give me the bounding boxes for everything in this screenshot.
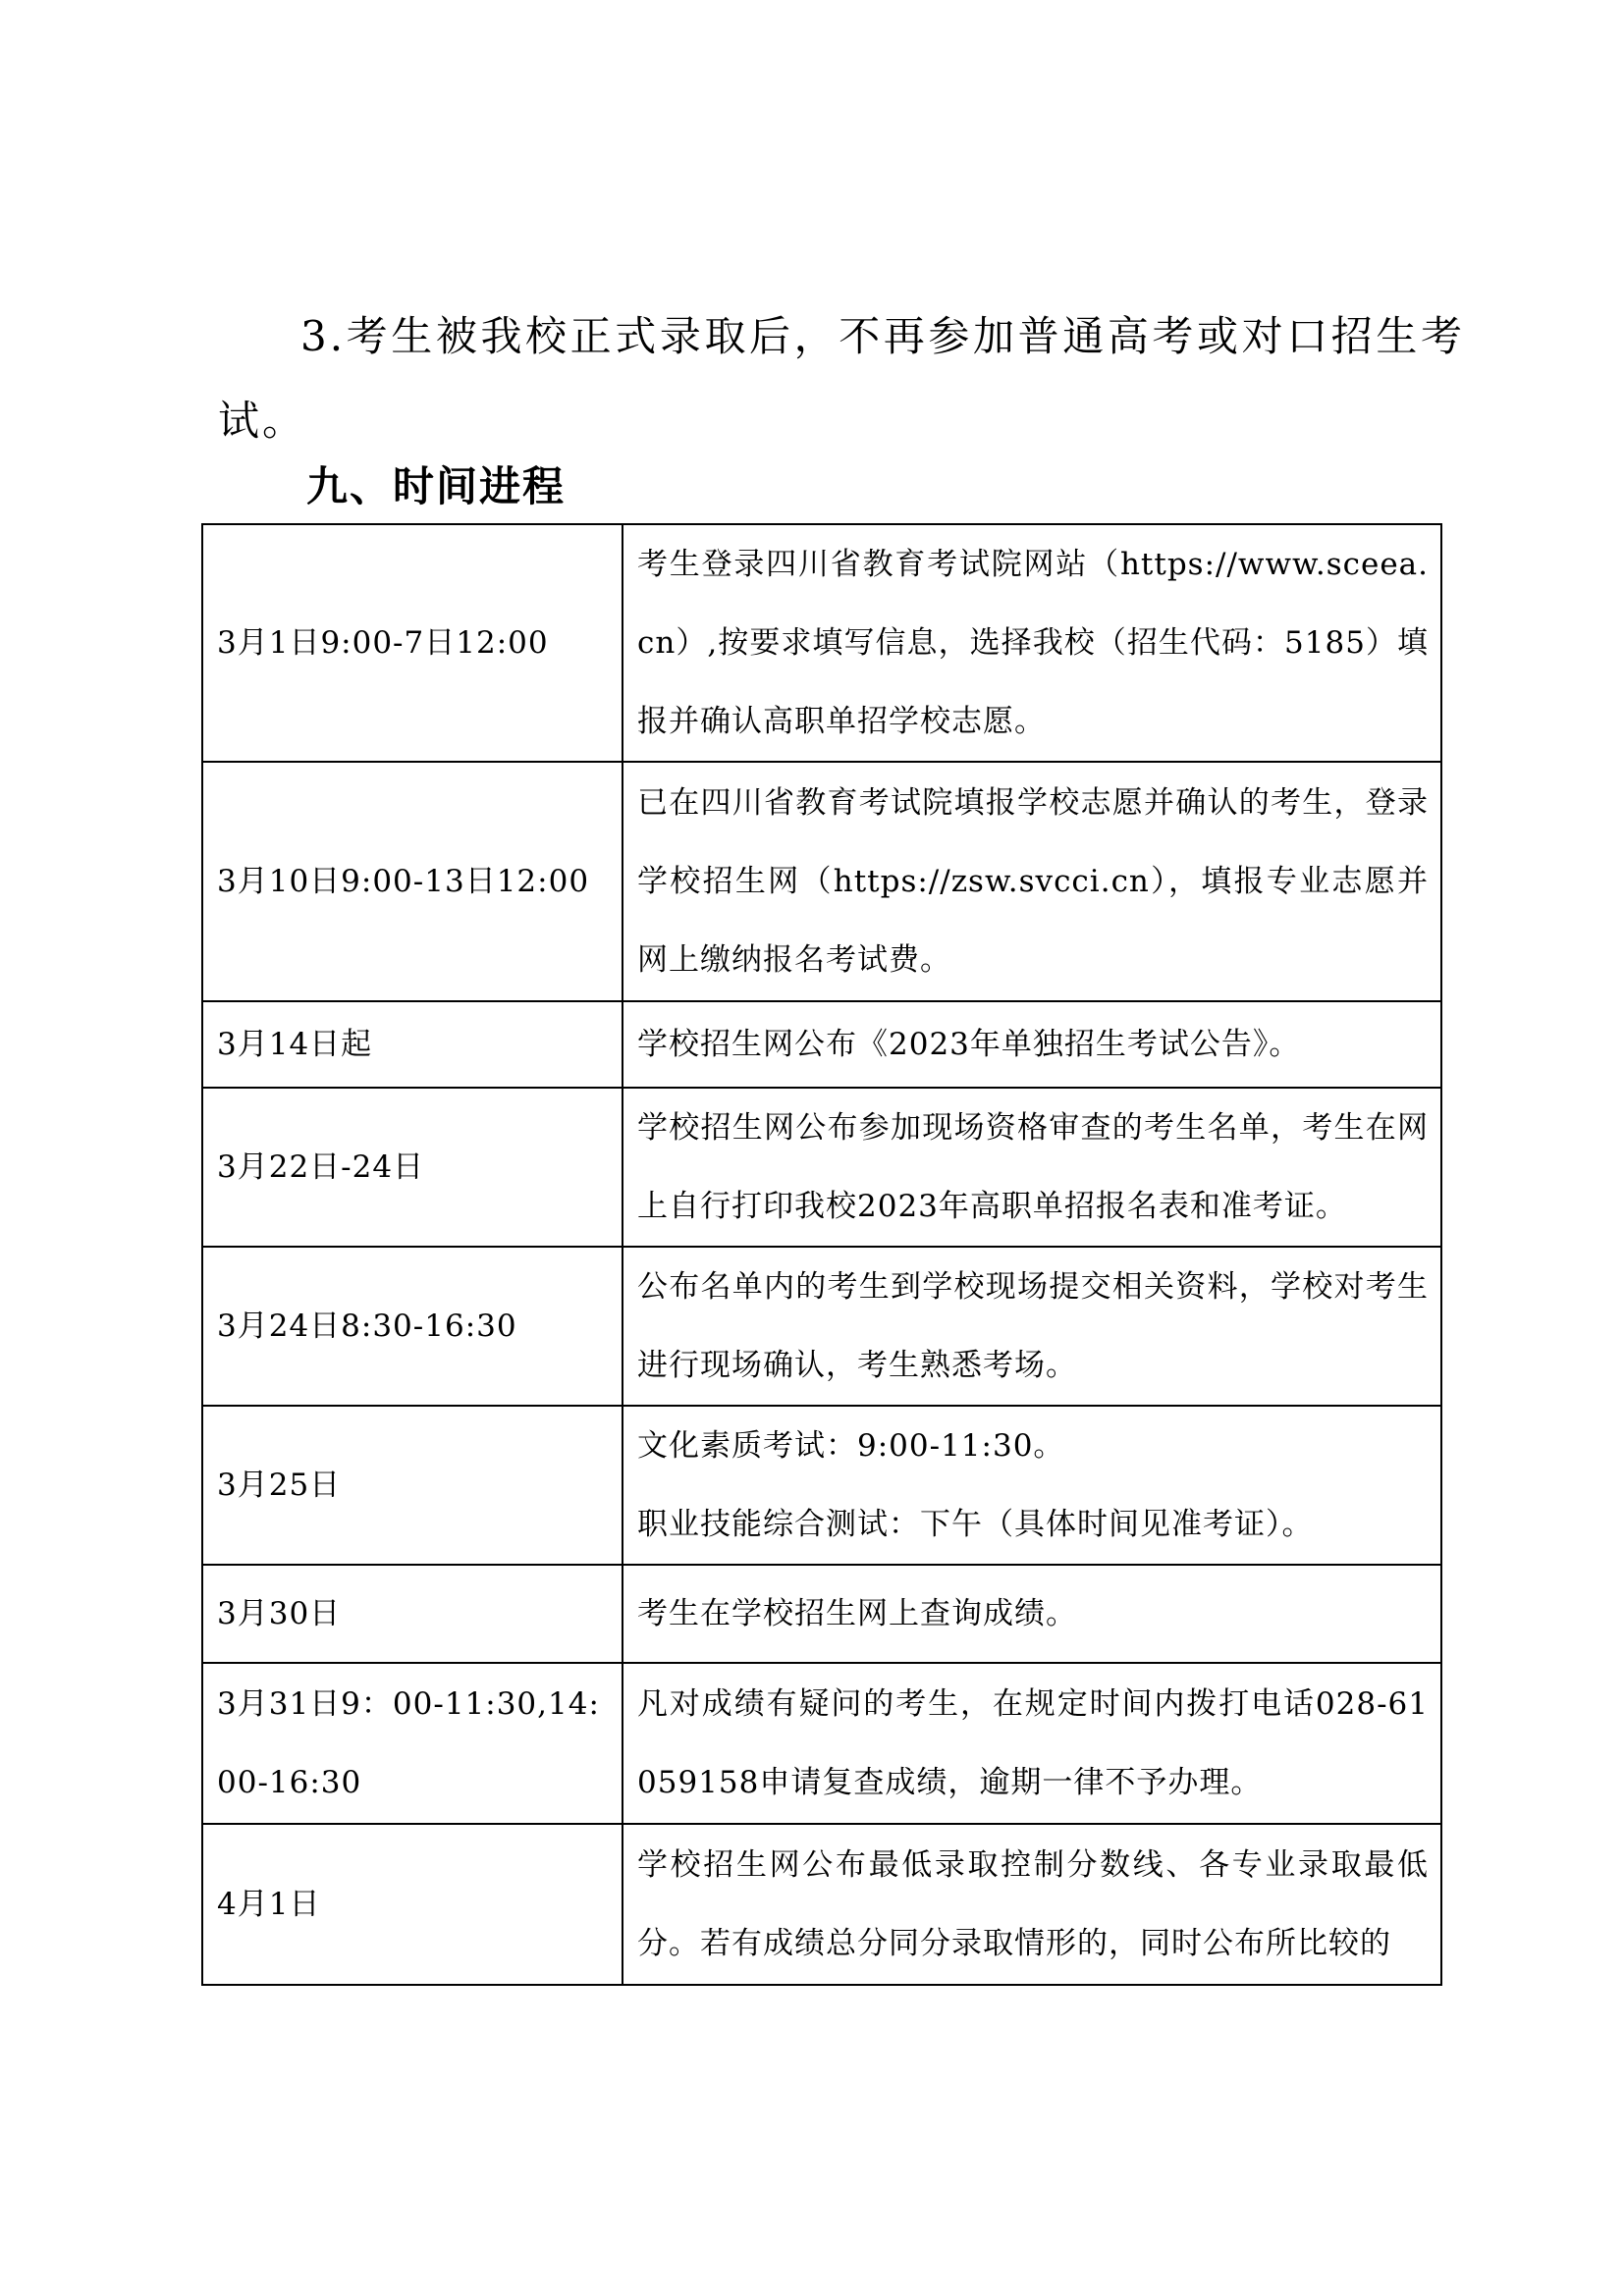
section-title: 九、时间进程 <box>306 462 567 510</box>
time-cell: 3月10日9:00-13日12:00 <box>202 762 623 1001</box>
table-row <box>202 1001 1441 1088</box>
desc-cell: 学校招生网公布《2023年单独招生考试公告》。 <box>623 1001 1441 1088</box>
time-cell: 3月1日9:00-7日12:00 <box>202 524 623 762</box>
table-row <box>202 1088 1441 1247</box>
time-cell: 3月25日 <box>202 1406 623 1565</box>
table-row <box>202 524 1441 762</box>
desc-cell: 考生在学校招生网上查询成绩。 <box>623 1565 1441 1663</box>
desc-cell <box>623 1406 1441 1565</box>
desc-cell: 凡对成绩有疑问的考生，在规定时间内拨打电话028-61059158申请复查成绩，逾期一律不予办理。 <box>623 1663 1441 1824</box>
table-row <box>202 1663 1441 1824</box>
time-cell: 3月31日9：00-11:30,14:00-16:30 <box>202 1663 623 1824</box>
time-cell: 3月30日 <box>202 1565 623 1663</box>
schedule-table <box>201 523 1442 1986</box>
desc-cell: 已在四川省教育考试院填报学校志愿并确认的考生，登录学校招生网（https://zsw.svcci.cn），填报专业志愿并网上缴纳报名考试费。 <box>623 762 1441 1001</box>
table-row <box>202 1406 1441 1565</box>
time-cell: 3月22日-24日 <box>202 1088 623 1247</box>
table-row <box>202 1565 1441 1663</box>
table-row <box>202 1824 1441 1985</box>
table-row <box>202 762 1441 1001</box>
time-cell: 4月1日 <box>202 1824 623 1985</box>
admission-note-paragraph: 3.考生被我校正式录取后，不再参加普通高考或对口招生考试。 <box>218 312 1465 445</box>
desc-cell: 学校招生网公布参加现场资格审查的考生名单，考生在网上自行打印我校2023年高职单招报名表和准考证。 <box>623 1088 1441 1247</box>
desc-cell: 公布名单内的考生到学校现场提交相关资料，学校对考生进行现场确认，考生熟悉考场。 <box>623 1247 1441 1406</box>
time-cell: 3月24日8:30-16:30 <box>202 1247 623 1406</box>
desc-line: 文化素质考试：9:00-11:30。 <box>637 1428 1065 1464</box>
desc-line: 职业技能综合测试：下午（具体时间见准考证）。 <box>637 1507 1314 1542</box>
desc-cell: 学校招生网公布最低录取控制分数线、各专业录取最低分。若有成绩总分同分录取情形的，同时公布所比较的 <box>623 1824 1441 1985</box>
desc-cell: 考生登录四川省教育考试院网站（https://www.sceea.cn）,按要求填写信息，选择我校（招生代码：5185）填报并确认高职单招学校志愿。 <box>623 524 1441 762</box>
table-row <box>202 1247 1441 1406</box>
time-cell: 3月14日起 <box>202 1001 623 1088</box>
